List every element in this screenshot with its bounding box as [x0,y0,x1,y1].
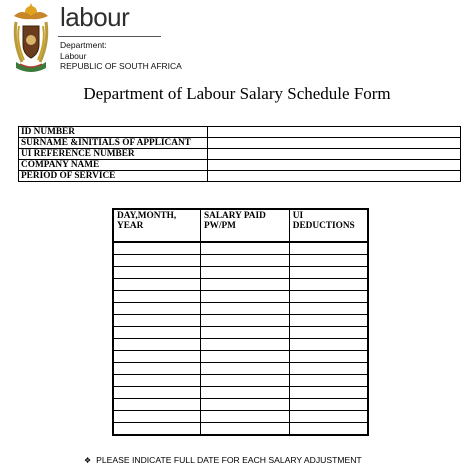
salary-cell[interactable] [200,399,289,411]
date-cell[interactable] [113,327,200,339]
schedule-row [113,423,368,436]
coat-of-arms-logo [10,2,52,76]
date-cell[interactable] [113,375,200,387]
info-row-surname [19,138,461,149]
info-label: PERIOD OF SERVICE [19,171,208,182]
instruction-note [84,455,362,465]
salary-cell[interactable] [200,375,289,387]
info-row-period [19,171,461,182]
schedule-row [113,291,368,303]
column-header-date: DAY,MONTH, YEAR [113,209,200,242]
date-cell[interactable] [113,351,200,363]
date-cell[interactable] [113,339,200,351]
date-cell[interactable] [113,242,200,255]
deductions-cell[interactable] [289,327,368,339]
salary-cell[interactable] [200,303,289,315]
deductions-cell[interactable] [289,387,368,399]
date-cell[interactable] [113,387,200,399]
schedule-row [113,303,368,315]
country-name: REPUBLIC OF SOUTH AFRICA [60,61,182,71]
period-of-service-field[interactable] [208,171,461,182]
salary-cell[interactable] [200,339,289,351]
deductions-cell[interactable] [289,399,368,411]
deductions-cell[interactable] [289,423,368,436]
column-header-deductions: UI DEDUCTIONS [289,209,368,242]
info-row-company [19,160,461,171]
date-cell[interactable] [113,279,200,291]
schedule-row [113,411,368,423]
date-cell[interactable] [113,255,200,267]
schedule-row [113,363,368,375]
salary-cell[interactable] [200,267,289,279]
schedule-row [113,315,368,327]
schedule-row [113,327,368,339]
date-cell[interactable] [113,363,200,375]
schedule-row [113,242,368,255]
date-cell[interactable] [113,423,200,436]
info-label: COMPANY NAME [19,160,208,171]
schedule-row [113,279,368,291]
schedule-row [113,375,368,387]
schedule-row [113,339,368,351]
schedule-header-row [113,209,368,242]
deductions-cell[interactable] [289,267,368,279]
date-cell[interactable] [113,315,200,327]
brand-divider [58,36,161,37]
applicant-info-table [18,126,461,182]
company-name-field[interactable] [208,160,461,171]
salary-schedule-table [112,208,369,436]
salary-cell[interactable] [200,255,289,267]
salary-cell[interactable] [200,363,289,375]
column-header-salary: SALARY PAID PW/PM [200,209,289,242]
date-cell[interactable] [113,291,200,303]
salary-cell[interactable] [200,387,289,399]
deductions-cell[interactable] [289,411,368,423]
salary-cell[interactable] [200,279,289,291]
deductions-cell[interactable] [289,315,368,327]
schedule-row [113,267,368,279]
salary-cell[interactable] [200,327,289,339]
salary-cell[interactable] [200,423,289,436]
salary-cell[interactable] [200,242,289,255]
info-label: ID NUMBER [19,127,208,138]
deductions-cell[interactable] [289,363,368,375]
schedule-row [113,399,368,411]
instruction-text: PLEASE INDICATE FULL DATE FOR EACH SALARY ADJUSTMENT [96,455,362,465]
info-label: UI REFERENCE NUMBER [19,149,208,160]
diamond-bullet-icon: ❖ [84,456,92,465]
salary-cell[interactable] [200,315,289,327]
deductions-cell[interactable] [289,339,368,351]
deductions-cell[interactable] [289,279,368,291]
deductions-cell[interactable] [289,303,368,315]
ui-reference-field[interactable] [208,149,461,160]
date-cell[interactable] [113,399,200,411]
deductions-cell[interactable] [289,242,368,255]
salary-cell[interactable] [200,351,289,363]
date-cell[interactable] [113,411,200,423]
date-cell[interactable] [113,303,200,315]
id-number-field[interactable] [208,127,461,138]
schedule-row [113,387,368,399]
salary-cell[interactable] [200,291,289,303]
department-block [60,40,182,72]
deductions-cell[interactable] [289,351,368,363]
deductions-cell[interactable] [289,375,368,387]
info-row-ui-reference [19,149,461,160]
date-cell[interactable] [113,267,200,279]
deductions-cell[interactable] [289,291,368,303]
schedule-row [113,351,368,363]
info-label: SURNAME &INITIALS OF APPLICANT [19,138,208,149]
department-name: Labour [60,50,87,61]
deductions-cell[interactable] [289,255,368,267]
form-title: Department of Labour Salary Schedule Form [83,84,391,103]
surname-initials-field[interactable] [208,138,461,149]
brand-wordmark: labour [60,2,130,32]
schedule-row [113,255,368,267]
salary-cell[interactable] [200,411,289,423]
department-label: Department: [60,40,107,50]
info-row-id-number [19,127,461,138]
